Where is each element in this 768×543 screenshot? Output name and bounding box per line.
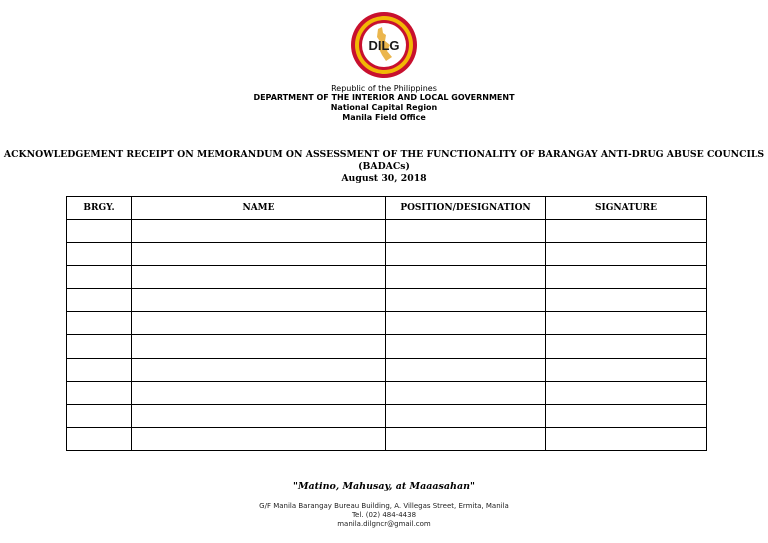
name-cell[interactable] bbox=[132, 381, 386, 404]
position-cell[interactable] bbox=[386, 266, 546, 289]
table-row bbox=[67, 358, 707, 381]
column-header-name: NAME bbox=[132, 197, 386, 220]
table-row bbox=[67, 381, 707, 404]
department-name: DEPARTMENT OF THE INTERIOR AND LOCAL GOVERNMENT bbox=[253, 93, 515, 102]
republic-text: Republic of the Philippines bbox=[331, 84, 437, 93]
brgy-cell[interactable] bbox=[67, 243, 132, 266]
brgy-cell[interactable] bbox=[67, 266, 132, 289]
table-row bbox=[67, 220, 707, 243]
position-cell[interactable] bbox=[386, 312, 546, 335]
office-name: Manila Field Office bbox=[342, 113, 426, 122]
signature-cell[interactable] bbox=[546, 220, 707, 243]
position-cell[interactable] bbox=[386, 358, 546, 381]
position-cell[interactable] bbox=[386, 243, 546, 266]
column-header-brgy: BRGY. bbox=[67, 197, 132, 220]
position-cell[interactable] bbox=[386, 289, 546, 312]
brgy-cell[interactable] bbox=[67, 289, 132, 312]
brgy-cell[interactable] bbox=[67, 427, 132, 450]
name-cell[interactable] bbox=[132, 289, 386, 312]
name-cell[interactable] bbox=[132, 358, 386, 381]
position-cell[interactable] bbox=[386, 335, 546, 358]
signature-cell[interactable] bbox=[546, 335, 707, 358]
position-cell[interactable] bbox=[386, 220, 546, 243]
name-cell[interactable] bbox=[132, 335, 386, 358]
table-row bbox=[67, 404, 707, 427]
table-row bbox=[67, 312, 707, 335]
dilg-seal-icon bbox=[350, 11, 418, 79]
name-cell[interactable] bbox=[132, 220, 386, 243]
signature-cell[interactable] bbox=[546, 266, 707, 289]
signature-cell[interactable] bbox=[546, 381, 707, 404]
name-cell[interactable] bbox=[132, 404, 386, 427]
table-row bbox=[67, 289, 707, 312]
name-cell[interactable] bbox=[132, 266, 386, 289]
table-header-row bbox=[67, 197, 707, 220]
brgy-cell[interactable] bbox=[67, 404, 132, 427]
name-cell[interactable] bbox=[132, 243, 386, 266]
brgy-cell[interactable] bbox=[67, 358, 132, 381]
signature-cell[interactable] bbox=[546, 289, 707, 312]
office-email: manila.dilgncr@gmail.com bbox=[337, 520, 431, 528]
region-name: National Capital Region bbox=[330, 103, 438, 112]
signature-cell[interactable] bbox=[546, 358, 707, 381]
table-row bbox=[67, 266, 707, 289]
office-address: G/F Manila Barangay Bureau Building, A. Villegas Street, Ermita, Manila bbox=[259, 502, 509, 510]
document-date: August 30, 2018 bbox=[341, 173, 427, 184]
position-cell[interactable] bbox=[386, 404, 546, 427]
signature-cell[interactable] bbox=[546, 243, 707, 266]
motto-text: "Matino, Mahusay, at Maaasahan" bbox=[293, 481, 475, 492]
position-cell[interactable] bbox=[386, 427, 546, 450]
position-cell[interactable] bbox=[386, 381, 546, 404]
table-row bbox=[67, 243, 707, 266]
table-row bbox=[67, 335, 707, 358]
document-title: ACKNOWLEDGEMENT RECEIPT ON MEMORANDUM ON ASSESSMENT OF THE FUNCTIONALITY OF BARANGAY ANTI-DRUG ABUSE COUNCILS bbox=[3, 149, 765, 160]
svg-text:DILG: DILG bbox=[368, 38, 400, 53]
document-title-abbrev: (BADACs) bbox=[358, 161, 410, 172]
name-cell[interactable] bbox=[132, 427, 386, 450]
brgy-cell[interactable] bbox=[67, 220, 132, 243]
signature-cell[interactable] bbox=[546, 404, 707, 427]
brgy-cell[interactable] bbox=[67, 381, 132, 404]
name-cell[interactable] bbox=[132, 312, 386, 335]
brgy-cell[interactable] bbox=[67, 335, 132, 358]
acknowledgement-table bbox=[66, 196, 707, 451]
brgy-cell[interactable] bbox=[67, 312, 132, 335]
signature-cell[interactable] bbox=[546, 312, 707, 335]
column-header-signature: SIGNATURE bbox=[546, 197, 707, 220]
table-row bbox=[67, 427, 707, 450]
office-telephone: Tel. (02) 484-4438 bbox=[351, 511, 417, 519]
signature-cell[interactable] bbox=[546, 427, 707, 450]
column-header-position: POSITION/DESIGNATION bbox=[386, 197, 546, 220]
